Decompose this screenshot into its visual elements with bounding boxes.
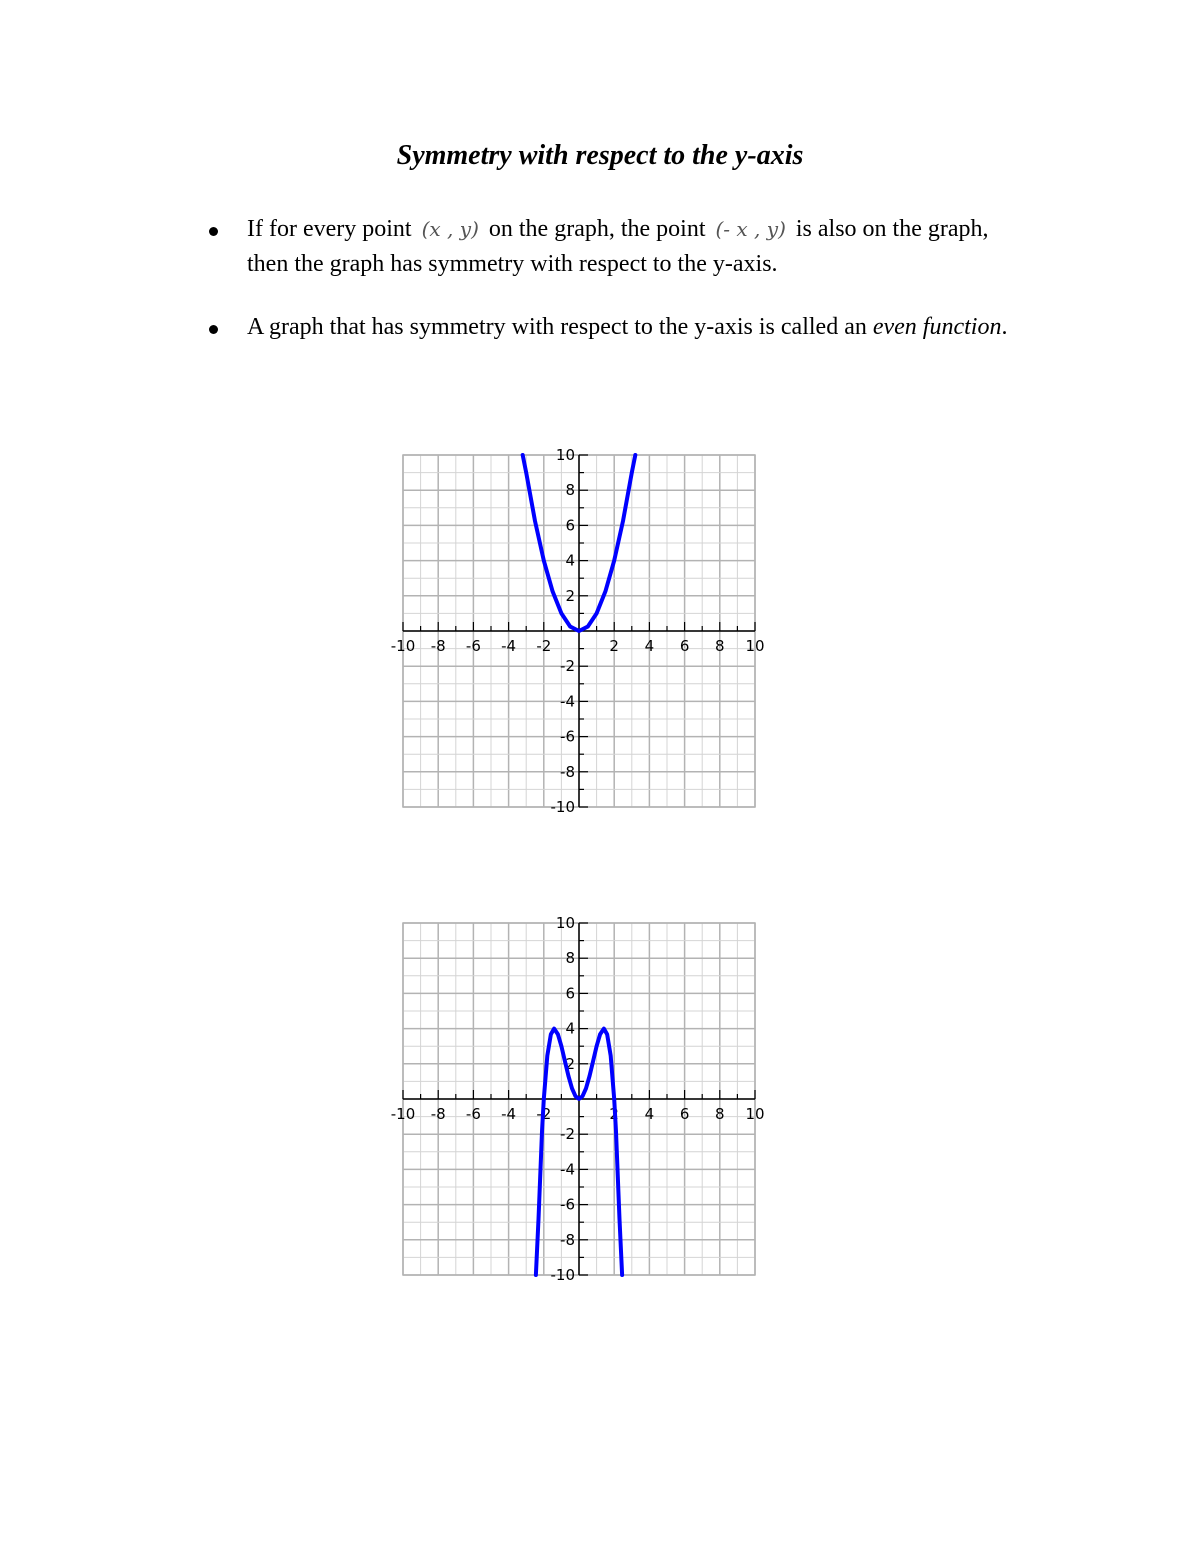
- bullet-list: [205, 212, 1035, 345]
- y-tick-label: -6: [560, 727, 575, 746]
- x-tick-label: 6: [679, 1105, 690, 1123]
- graph-quartic: [380, 913, 780, 1293]
- y-tick-label: -4: [560, 1160, 575, 1179]
- bullet-item-even-function: [205, 310, 1035, 345]
- x-tick-label: 2: [609, 637, 619, 655]
- y-tick-label: -10: [550, 798, 575, 816]
- graph-parabola: [380, 445, 780, 825]
- x-tick-label: -2: [536, 1105, 552, 1123]
- bullet-dot-icon: [209, 325, 218, 334]
- y-tick-label: -8: [560, 762, 575, 781]
- bullet-text-post: is also on the graph, then the graph has symmetry with respect to the y-axis.: [247, 216, 989, 277]
- y-tick-label: 2: [565, 586, 575, 605]
- y-tick-label: 2: [565, 1054, 575, 1073]
- x-tick-label: 8: [715, 1105, 725, 1123]
- x-tick-label: -10: [390, 1105, 416, 1123]
- x-tick-label: -6: [465, 637, 481, 655]
- x-tick-label: -4: [501, 637, 517, 655]
- y-tick-label: -4: [560, 692, 575, 711]
- bullet-text-pre: If for every point: [247, 216, 412, 242]
- y-tick-label: 6: [565, 516, 575, 535]
- even-function-term: even function: [872, 314, 1002, 340]
- y-tick-label: -6: [560, 1195, 575, 1214]
- x-tick-label: 10: [745, 1105, 765, 1123]
- graph-parabola-svg: [380, 445, 780, 825]
- x-tick-label: 4: [644, 637, 655, 655]
- y-tick-label: 10: [555, 914, 575, 932]
- x-tick-label: -10: [390, 637, 416, 655]
- x-tick-label: -4: [501, 1105, 517, 1123]
- x-tick-label: -8: [430, 637, 446, 655]
- x-tick-label: 6: [679, 637, 690, 655]
- graph-quartic-svg: [380, 913, 780, 1293]
- bullet-item-definition: [205, 212, 1035, 282]
- x-tick-label: -6: [465, 1105, 481, 1123]
- y-tick-label: -2: [560, 657, 575, 676]
- page-title: Symmetry with respect to the y-axis: [396, 140, 804, 171]
- x-tick-label: -2: [536, 637, 552, 655]
- x-tick-label: -8: [430, 1105, 446, 1123]
- bullet-text-pre: A graph that has symmetry with respect to the y-axis is called an: [247, 314, 867, 340]
- y-tick-label: -10: [550, 1266, 575, 1284]
- y-tick-label: 4: [565, 551, 575, 570]
- x-tick-label: 2: [609, 1105, 619, 1123]
- y-tick-label: -8: [560, 1230, 575, 1249]
- y-tick-label: -2: [560, 1125, 575, 1144]
- bullet-text-post: .: [1001, 314, 1008, 340]
- reflected-point-expression: (- x , y): [715, 217, 786, 241]
- y-tick-label: 6: [565, 984, 575, 1003]
- y-tick-label: 8: [565, 949, 575, 968]
- bullet-dot-icon: [209, 227, 218, 236]
- point-expression: (x , y): [421, 217, 479, 241]
- bullet-text-mid: on the graph, the point: [488, 216, 706, 242]
- y-tick-label: 4: [565, 1019, 575, 1038]
- x-tick-label: 10: [745, 637, 765, 655]
- y-tick-label: 8: [565, 481, 575, 500]
- y-tick-label: 10: [555, 446, 575, 464]
- x-tick-label: 4: [644, 1105, 655, 1123]
- x-tick-label: 8: [715, 637, 725, 655]
